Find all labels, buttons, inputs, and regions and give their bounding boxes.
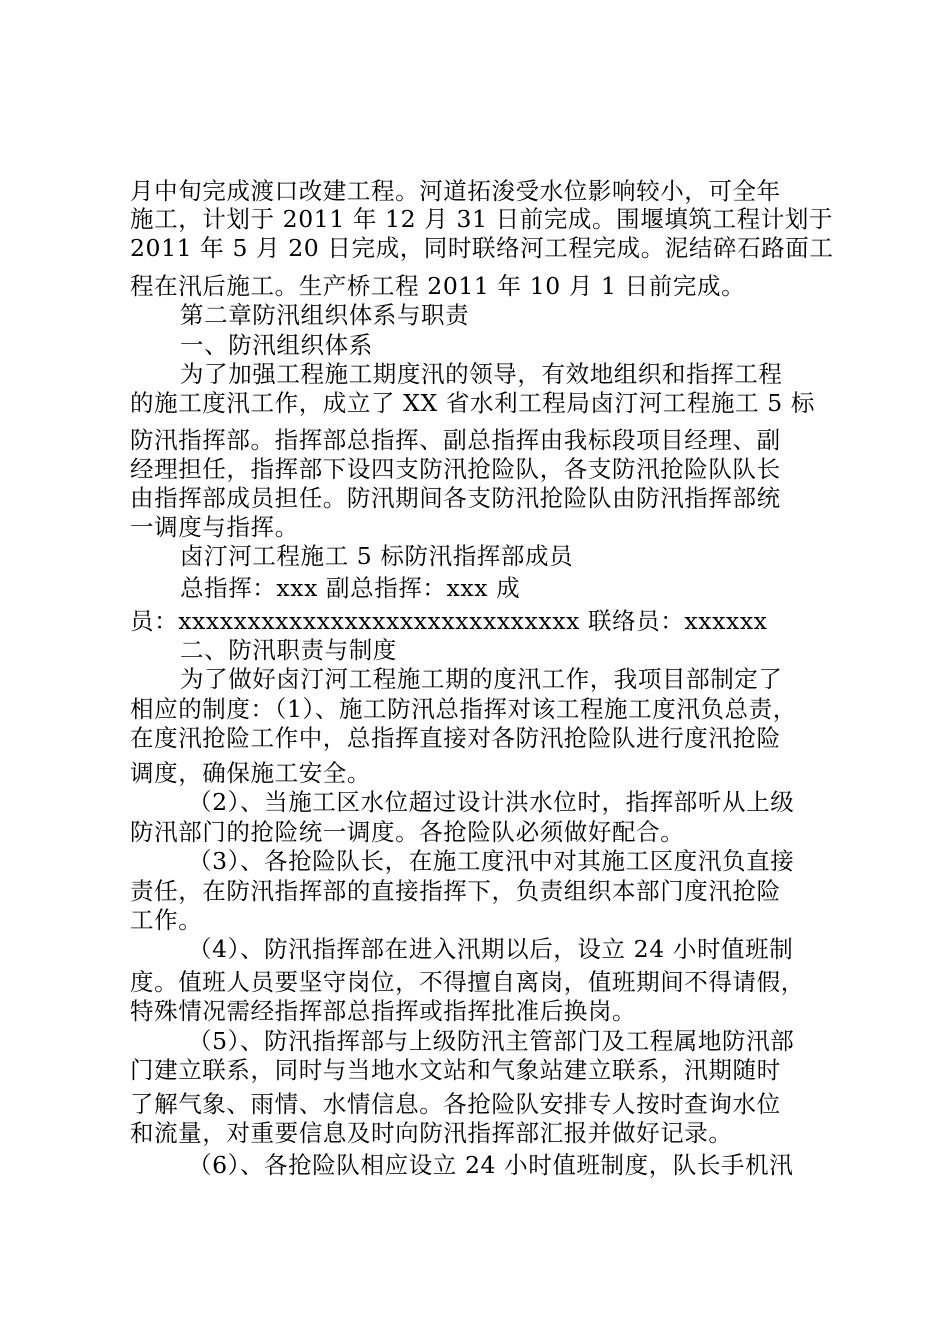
text-line: （6）、各抢险队相应设立 24 小时值班制度，队长手机汛	[188, 1151, 794, 1179]
text-line: 经理担任，指挥部下设四支防汛抢险队，各支防汛抢险队队长	[130, 455, 781, 483]
text-line: 由指挥部成员担任。防汛期间各支防汛抢险队由防汛指挥部统	[130, 484, 781, 512]
text-line: 防汛指挥部。指挥部总指挥、副总指挥由我标段项目经理、副	[130, 426, 781, 454]
text-line: 防汛部门的抢险统一调度。各抢险队必须做好配合。	[130, 818, 685, 846]
text-line: （4）、防汛指挥部在进入汛期以后，设立 24 小时值班制	[188, 935, 794, 963]
text-line: 月中旬完成渡口改建工程。河道拓浚受水位影响较小，可全年	[130, 177, 781, 205]
text-line: 调度，确保施工安全。	[130, 759, 371, 787]
text-line: 员：xxxxxxxxxxxxxxxxxxxxxxxxxxxxx 联络员：xxxxxx	[130, 607, 768, 635]
text-line: 相应的制度：（1）、施工防汛总指挥对该工程施工度汛负总责，	[130, 695, 797, 723]
section-heading: 二、防汛职责与制度	[180, 636, 397, 664]
text-line: 为了加强工程施工期度汛的领导，有效地组织和指挥工程	[180, 360, 783, 388]
chapter-title: 第二章防汛组织体系与职责	[180, 301, 470, 329]
text-line: （5）、防汛指挥部与上级防汛主管部门及工程属地防汛部	[188, 1027, 795, 1055]
text-line: 度。值班人员要坚守岗位，不得擅自离岗，值班期间不得请假，	[130, 968, 805, 996]
text-line: 特殊情况需经指挥部总指挥或指挥批准后换岗。	[130, 997, 637, 1025]
text-line: 门建立联系，同时与当地水文站和气象站建立联系，汛期随时	[130, 1056, 781, 1084]
text-line: 一调度与指挥。	[130, 513, 299, 541]
text-line: 为了做好卤汀河工程施工期的度汛工作，我项目部制定了	[180, 665, 783, 693]
text-line: 了解气象、雨情、水情信息。各抢险队安排专人按时查询水位	[130, 1090, 781, 1118]
text-line: 卤汀河工程施工 5 标防汛指挥部成员	[180, 542, 574, 570]
text-line: 责任，在防汛指挥部的直接指挥下，负责组织本部门度汛抢险	[130, 877, 781, 905]
text-line: 的施工度汛工作，成立了 XX 省水利工程局卤汀河工程施工 5 标	[130, 389, 815, 417]
text-line: 2011 年 5 月 20 日完成，同时联络河工程完成。泥结碎石路面工	[130, 234, 834, 262]
text-line: 施工，计划于 2011 年 12 月 31 日前完成。围堰填筑工程计划于	[130, 205, 834, 233]
text-line: 和流量，对重要信息及时向防汛指挥部汇报并做好记录。	[130, 1119, 733, 1147]
text-line: （3）、各抢险队长，在施工度汛中对其施工区度汛负直接	[188, 847, 795, 875]
text-line: 程在汛后施工。生产桥工程 2011 年 10 月 1 日前完成。	[130, 272, 746, 300]
text-line: 工作。	[130, 906, 203, 934]
section-heading: 一、防汛组织体系	[180, 331, 373, 359]
text-line: 总指挥：xxx 副总指挥：xxx 成	[180, 574, 521, 602]
text-line: （2）、当施工区水位超过设计洪水位时，指挥部听从上级	[188, 788, 795, 816]
text-line: 在度汛抢险工作中，总指挥直接对各防汛抢险队进行度汛抢险	[130, 724, 781, 752]
